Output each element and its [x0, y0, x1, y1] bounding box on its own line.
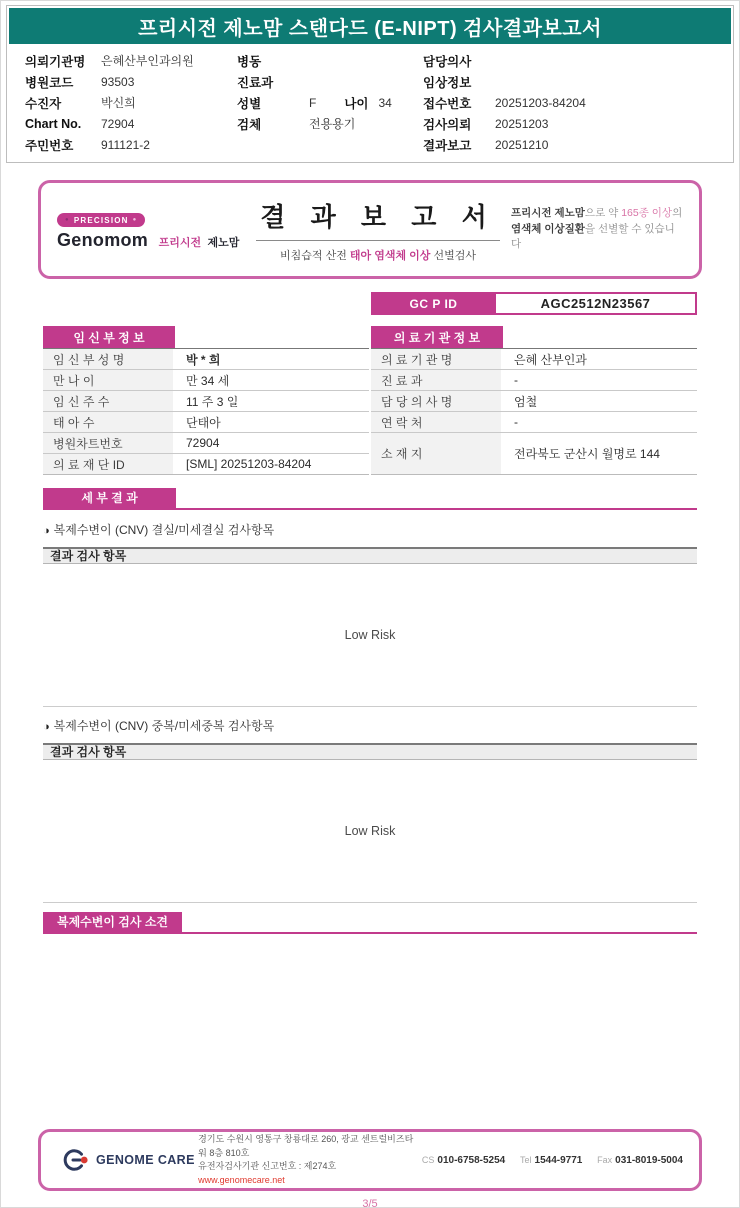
- field-sex-age: 성별 F 나이 34: [237, 95, 392, 111]
- detail-results-section-header: [43, 488, 697, 510]
- page-title: 프리시전 제노맘 스탠다드 (E-NIPT) 검사결과보고서: [138, 17, 602, 40]
- table-row: 임 신 주 수 11 주 3 일: [43, 391, 369, 412]
- report-title: 결 과 보 고 서: [256, 197, 499, 241]
- brand-wordmark: [57, 230, 245, 251]
- table-row: 진 료 과 -: [371, 370, 697, 391]
- half-circle-bullet-icon: ◑: [43, 721, 50, 733]
- order-col-2: [237, 50, 423, 155]
- field-report-date: 결과보고 20251210: [423, 137, 549, 153]
- footer-license: 유전자검사기관 신고번호 : 제274호: [198, 1161, 337, 1171]
- masthead-center: [245, 197, 511, 263]
- footer-company-name: GENOME CARE: [96, 1153, 195, 1167]
- cnv-findings-section-header: [43, 912, 697, 934]
- cnv-duplication-heading: ◑ 복제수변이 (CNV) 중복/미세중복 검사항목: [43, 719, 275, 733]
- field-specimen: 검체 전용용기: [237, 117, 356, 132]
- footer-website-link[interactable]: www.genomecare.net: [198, 1174, 285, 1185]
- footer-address: 경기도 수원시 영통구 창룡대로 260, 광교 센트럴비즈타워 8층 810호: [198, 1134, 414, 1158]
- field-accession-no: 접수번호 20251203-84204: [423, 95, 586, 111]
- table-row: 담 당 의 사 명 엄철: [371, 391, 697, 412]
- field-chart-no: Chart No. 72904: [25, 116, 135, 131]
- footer-box: [38, 1129, 702, 1191]
- table-row: 의 료 기 관 명 은혜 산부인과: [371, 349, 697, 370]
- gcpid-label: GC P ID: [371, 292, 496, 315]
- table-row: 병원차트번호 72904: [43, 433, 369, 454]
- field-clinical-info: 임상정보: [423, 75, 472, 90]
- table-row: 소 재 지 전라북도 군산시 월명로 144: [371, 433, 697, 474]
- brand-name-kr2: 제노맘: [207, 237, 240, 249]
- page-number: 3/5: [362, 1198, 378, 1208]
- order-col-3: [423, 50, 715, 155]
- field-request-date: 검사의뢰 20251203: [423, 116, 549, 132]
- brand-name-en: Genomom: [57, 230, 149, 250]
- table-row: 태 아 수 단태아: [43, 412, 369, 433]
- report-masthead: [38, 180, 702, 279]
- table-row: 연 락 처 -: [371, 412, 697, 433]
- risk-result: Low Risk: [344, 628, 396, 642]
- report-subtitle: 비침습적 산전 태아 염색체 이상 선별검사: [280, 249, 476, 262]
- field-requesting-org: 의뢰기관명 은혜산부인과의원: [25, 54, 194, 69]
- field-resident-no: 주민번호 911121-2: [25, 137, 150, 153]
- mother-info-header: 임 신 부 정 보: [43, 326, 175, 348]
- clinic-info-header: 의 료 기 관 정 보: [371, 326, 503, 348]
- result-table-header: 결과 검사 항목: [43, 547, 697, 564]
- field-patient-name: 수진자 박신희: [25, 96, 136, 111]
- order-info-grid: [9, 44, 731, 160]
- clinic-info-table: [371, 326, 697, 475]
- field-hospital-code: 병원코드 93503: [25, 74, 135, 90]
- genomecare-logo: [57, 1147, 198, 1173]
- masthead-note: 프리시전 제노맘으로 약 165종 이상의 염색체 이상질환을 선별할 수 있습니다: [511, 206, 683, 251]
- mother-info-table: [43, 326, 369, 475]
- order-col-1: [25, 50, 237, 155]
- brand-name-kr1: 프리시전: [158, 237, 202, 249]
- risk-result: Low Risk: [344, 824, 396, 838]
- report-title-banner: [9, 8, 731, 44]
- info-tables: [43, 326, 697, 475]
- cnv-deletion-heading: ◑ 복제수변이 (CNV) 결실/미세결실 검사항목: [43, 523, 275, 537]
- gcpid-box: [371, 292, 697, 315]
- order-info-box: [6, 5, 734, 163]
- cnv-deletion-result-area: [43, 564, 697, 707]
- genomecare-logo-icon: [57, 1147, 91, 1173]
- half-circle-bullet-icon: ◑: [43, 525, 50, 537]
- table-row: 임 신 부 성 명 박 * 희: [43, 349, 369, 370]
- result-table-header: 결과 검사 항목: [43, 743, 697, 760]
- field-department: 진료과: [237, 75, 274, 90]
- section-title: 세 부 결 과: [43, 488, 176, 508]
- table-row: 만 나 이 만 34 세: [43, 370, 369, 391]
- footer-address-block: [198, 1133, 422, 1187]
- genomom-brand: [57, 208, 245, 251]
- cnv-duplication-result-area: [43, 760, 697, 903]
- cnv-findings-empty-area: [1, 934, 739, 1129]
- footer-contacts: CS 010-6758-5254 Tel 1544-9771 Fax 031-8019-5004: [421, 1154, 683, 1166]
- gcpid-value: AGC2512N23567: [496, 292, 697, 315]
- table-row: 의 료 재 단 ID [SML] 20251203-84204: [43, 454, 369, 474]
- gcpid-row: [43, 292, 697, 315]
- precision-badge-icon: ● PRECISION ●: [57, 213, 145, 227]
- field-doctor: 담당의사: [423, 54, 472, 69]
- section-title: 복제수변이 검사 소견: [43, 912, 182, 932]
- field-ward: 병동: [237, 54, 262, 69]
